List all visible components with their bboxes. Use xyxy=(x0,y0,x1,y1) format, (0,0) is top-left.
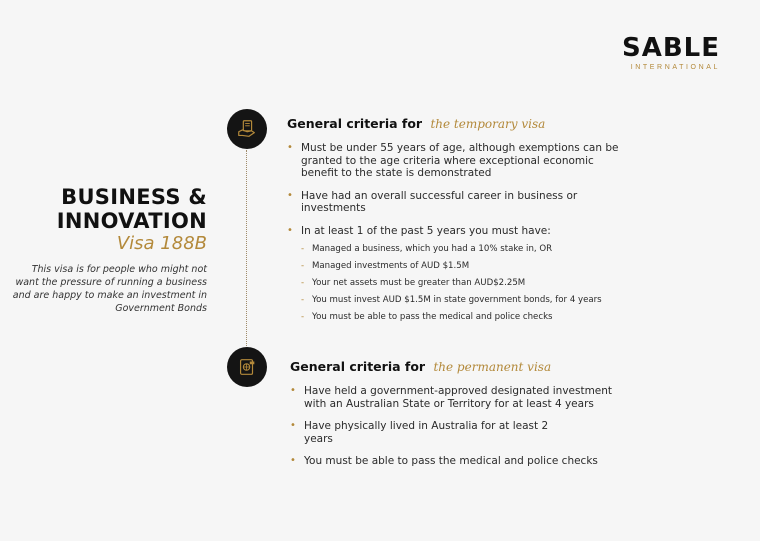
temporary-visa-section xyxy=(287,116,687,333)
title-line-2: INNOVATION xyxy=(56,209,207,233)
sub-list-item: - You must invest AUD $1.5M in state government bonds, for 4 years xyxy=(301,295,687,306)
sub-list-item: - Your net assets must be greater than AUD$2.25M xyxy=(301,278,687,289)
permanent-title-prefix: General criteria for xyxy=(290,359,426,374)
temporary-visa-badge xyxy=(227,109,267,149)
timeline-connector xyxy=(246,150,247,350)
passport-stamp-icon xyxy=(236,356,258,378)
title-line-1: BUSINESS & xyxy=(61,185,207,209)
list-item-text: In at least 1 of the past 5 years you must have: xyxy=(301,224,551,237)
temporary-sub-list xyxy=(301,244,687,323)
list-item: • Have physically lived in Australia for at least 2 years xyxy=(290,420,579,445)
list-item: • You must be able to pass the medical and police checks xyxy=(290,455,690,468)
logo-name: SABLE xyxy=(622,33,720,63)
list-item: • Have held a government-approved designated investment with an Australian State or Territory for at least 4 years xyxy=(290,385,634,410)
permanent-visa-badge xyxy=(227,347,267,387)
permanent-section-title xyxy=(290,359,690,374)
permanent-criteria-list xyxy=(290,385,690,468)
temporary-title-accent: the temporary visa xyxy=(430,117,546,131)
sub-list-item: - Managed investments of AUD $1.5M xyxy=(301,261,687,272)
permanent-visa-section xyxy=(290,359,690,478)
temporary-title-prefix: General criteria for xyxy=(287,116,423,131)
temporary-criteria-list xyxy=(287,142,687,323)
temporary-section-title xyxy=(287,116,687,131)
list-item-with-subitems xyxy=(287,225,687,324)
list-item: • Have had an overall successful career in business or investments xyxy=(287,190,621,215)
permanent-title-accent: the permanent visa xyxy=(433,360,552,374)
list-item: • Must be under 55 years of age, although exemptions can be granted to the age criteria where exceptional economic benefit to the state is demonstrated xyxy=(287,142,626,180)
visa-subtitle: Visa 188B xyxy=(116,233,207,254)
sable-logo xyxy=(622,34,720,71)
hand-holding-document-icon xyxy=(236,118,258,140)
visa-heading-block xyxy=(7,185,207,315)
logo-tagline: INTERNATIONAL xyxy=(630,64,720,71)
sub-list-item: - You must be able to pass the medical and police checks xyxy=(301,312,687,323)
sub-list-item: - Managed a business, which you had a 10% stake in, OR xyxy=(301,244,687,255)
visa-description: This visa is for people who might not want the pressure of running a business and are happy to make an investment in Government Bonds xyxy=(12,264,207,314)
